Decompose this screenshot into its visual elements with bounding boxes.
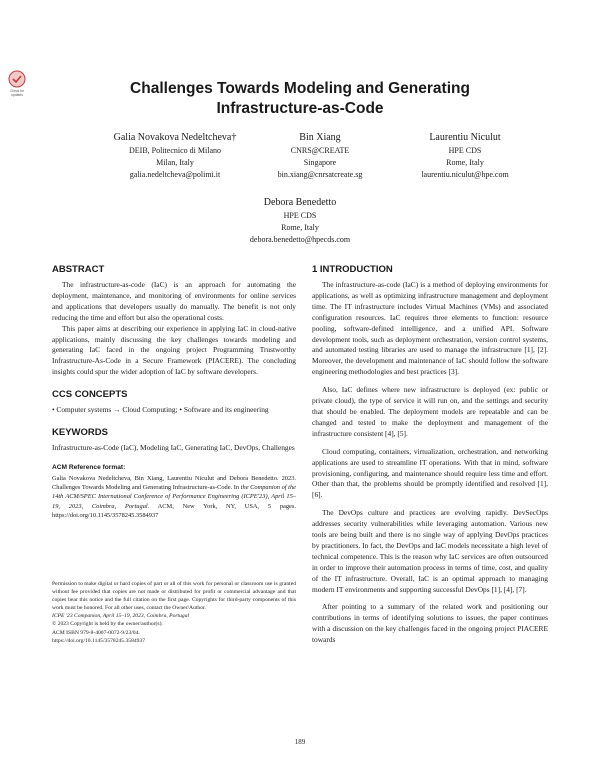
author-block [100,131,250,181]
abstract-paragraph: The infrastructure-as-code (IaC) is an approach for automating the deployment, maintenance, and monitoring of environments for online services and applications that developers usually do manually. The benefit is not only reducing the time and effort but also the operational costs. [52,280,296,322]
author-location: Rome, Italy [446,158,484,167]
author-block [395,131,535,181]
check-for-updates-icon[interactable] [6,70,28,100]
author-affiliation: CNRS@CREATE [290,146,350,155]
author-name: Debora Benedetto [263,197,337,208]
author-email[interactable]: galia.nedeltcheva@polimi.it [129,170,221,179]
intro-paragraph: After pointing to a summary of the related work and positioning our contributions in terms of identifying solutions to issues, the paper continues with a discussion on the key challenges faced in the ongoing project PIACERE towards [312,602,548,645]
permission-block [52,580,296,645]
intro-paragraph: Also, IaC defines where new infrastructure is deployed (ex: public or private cloud), the type of service it will run on, and the settings and security that should be enabled. The deployment models are repeatable and can be changed and tested to make the deployment and management of the infrastructure consistent [4], [5]. [312,385,548,438]
doi-link[interactable]: https://doi.org/10.1145/3578245.3584937 [52,637,146,644]
intro-paragraph: The DevOps culture and practices are evolving rapidly. DevSecOps addresses security vulnerabilities while leveraging automation. Various new tools are being built and there is no single way of applying DevOps practices by practitioners. In fact, the DevOps and IaC models necessitate a high level of technical competence. This is the reason why IaC services are often outsourced in order to improve their automation process in terms of time, cost, and quality of the IT infrastructure. Overall, IaC is an optimal approach to managing modern IT environments and supporting successful DevOps [1], [4], [7]. [312,508,548,594]
author-name: Laurentiu Niculut [429,132,501,143]
acm-reference-heading: ACM Reference format: [52,463,126,471]
paper-title [60,79,540,119]
intro-paragraph: The infrastructure-as-code (IaC) is a method of deploying environments for applications, as well as optimizing infrastructure management and deployment time. The IT infrastructure includes Virtual Machines (VMs) and associated configuration resources. IaC requires three elements to function: resource pooling, software-defined intelligence, and a unified API. Software development tools, such as deployment orchestration, version control systems, and automated testing libraries are used to manage the infrastructure [1], [2]. Moreover, the development and maintenance of IaC should follow the software engineering methodologies and best practices [3]. [312,280,548,377]
copyright-line: © 2023 Copyright is held by the owner/author(s). [52,621,163,628]
left-column [52,263,296,520]
right-column [312,263,548,646]
author-name: Galia Novakova Nedeltcheva† [113,132,237,143]
author-block [255,131,385,181]
acm-reference-venue: the Companion of the 14th ACM/SPEC International Conference of Performance Engineering (ICPE'23), April 15–19, 2023, Coimbra, Portugal. [52,484,296,510]
author-affiliation: HPE CDS [448,146,482,155]
author-email[interactable]: laurentiu.niculut@hpe.com [421,170,509,179]
permission-text: Permission to make digital or hard copies of part or all of this work for personal or classroom use is granted without fee provided that copies are not made or distributed for profit or commercial advantage and that copies bear this notice and the full citation on the first page. Copyrights for third-party components of this work must be honored. For all other uses, contact the Owner/Author. [52,581,296,612]
keywords-text: Infrastructure-as-Code (IaC), Modeling IaC, Generating IaC, DevOps, Challenges [52,443,295,453]
permission-venue: ICPE '23 Companion, April 15–19, 2023, Coimbra, Portugal [52,613,190,620]
keywords-heading: KEYWORDS [52,427,108,439]
author-email[interactable]: debora.benedetto@hpecds.com [249,235,351,244]
author-location: Singapore [303,158,337,167]
badge-line-2: updates [11,93,23,97]
author-block [220,196,380,246]
author-location: Milan, Italy [156,158,194,167]
introduction-heading: 1 INTRODUCTION [312,264,393,275]
title-line-1: Challenges Towards Modeling and Generating [130,80,470,97]
intro-paragraph: Cloud computing, containers, virtualization, orchestration, and networking applications are used to streamline IT operations. With that in mind, software provisioning, configuring, and maintenance should require less time and effort. Other than that, the problems should be promptly identified and resolved [1], [6]. [312,446,548,500]
badge-line-1: Check for [9,89,25,93]
page-number: 189 [294,738,306,746]
author-location: Rome, Italy [281,223,319,232]
author-affiliation: HPE CDS [283,211,317,220]
abstract-heading: ABSTRACT [52,264,105,275]
ccs-heading: CCS CONCEPTS [52,389,128,401]
author-name: Bin Xiang [299,132,341,143]
acm-reference-authors: Galia Novakova Nedeltcheva, Bin Xiang, Laurentiu Niculut and Debora Benedetto. 2023. Challenges Towards Modeling and Generating Infrastructure-as-Code. In [52,474,296,492]
abstract-paragraph: This paper aims at describing our experience in applying IaC in cloud-native applications, mainly discussing the key challenges towards modeling and generating IaC faced in the ongoing project Programming Trustworthy Infrastructure-As-Code in a Secure Framework (PIACERE). The concluding insights could spur the wider adoption of IaC by software developers. [52,323,296,377]
ccs-text: • Computer systems → Cloud Computing; • Software and its engineering [52,405,269,415]
author-email[interactable]: bin.xiang@cnrsatcreate.sg [277,170,363,179]
author-affiliation: DEIB, Politecnico di Milano [129,146,221,155]
acm-reference-tail[interactable]: ACM, New York, NY, USA, 5 pages. https://doi.org/10.1145/3578245.3584937 [52,502,296,519]
title-line-2: Infrastructure-as-Code [216,100,384,117]
isbn-line: ACM ISBN 979-8-4007-0072-9/23/04. [52,629,140,636]
acm-reference-text [52,474,296,520]
